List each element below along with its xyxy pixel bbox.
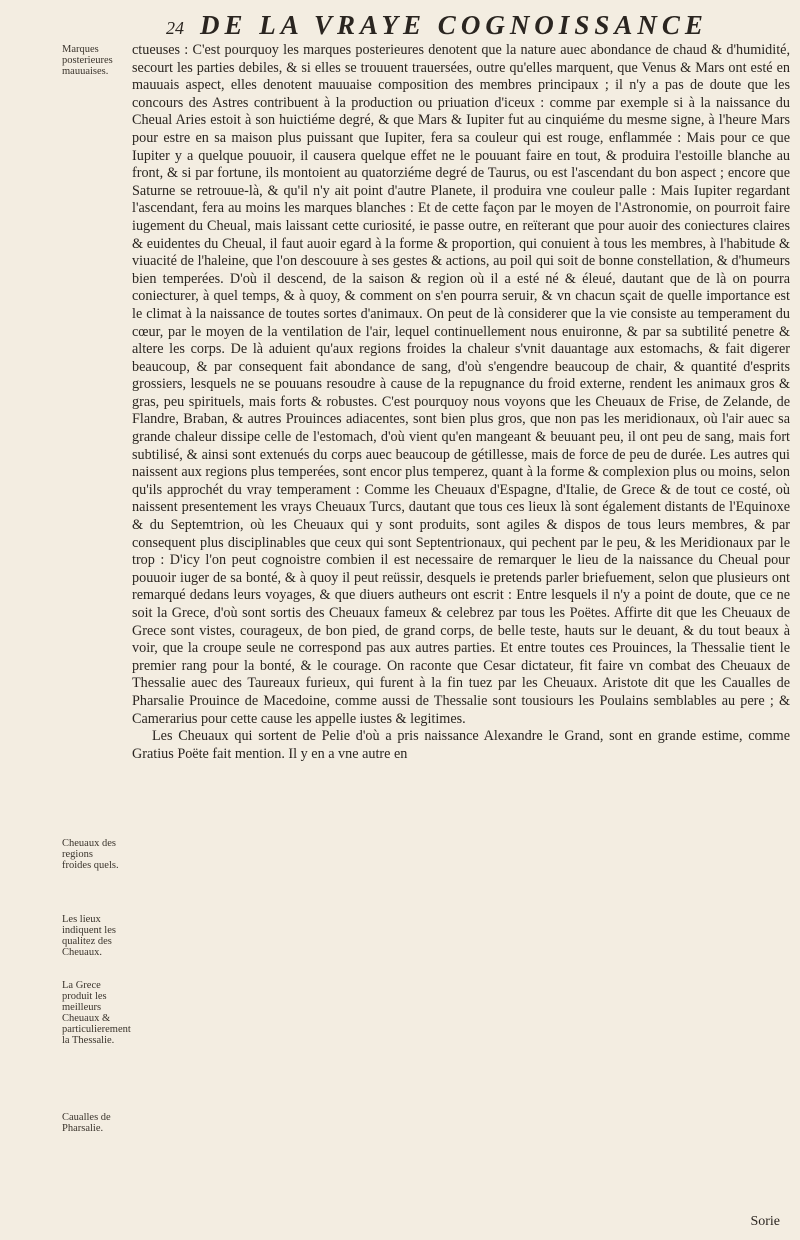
- margin-note: Cheuaux des regions froides quels.: [62, 838, 119, 871]
- margin-note: Les lieux indiquent les qualitez des Cheuaux.: [62, 914, 116, 958]
- paragraph: Les Cheuaux qui sortent de Pelie d'où a pris naissance Alexandre le Grand, sont en grande estime, comme Gratius Poëte fait mention. Il y en a vne autre en: [132, 728, 790, 762]
- page-header: [166, 10, 786, 41]
- margin-note: La Grece produit les meilleurs Cheuaux & particulierement la Thessalie.: [62, 980, 131, 1046]
- catchword: Sorie: [750, 1214, 780, 1229]
- body-text: [132, 42, 790, 763]
- page-number: 24: [166, 18, 184, 38]
- margin-note: Marques posterieures mauuaises.: [62, 44, 113, 77]
- margin-note: Caualles de Pharsalie.: [62, 1112, 111, 1134]
- paragraph: ctueuses : C'est pourquoy les marques posterieures denotent que la nature auec abondance de chaud & d'humidité, secourt les parties debiles, & si elles se trouuent trauersées, outre qu'elles marquent, que Venus & Mars ont esté en mauuais aspect, elles denotent mauuaise composition des membres principaux ; il n'y a pas de doute que les concours des Astres contribuent à la production ou priuation d'iceux : comme par exemple si à la naissance du Cheual Aries estoit à son huictiéme degré, & que Mars & Iupiter fut au cinquiéme du mesme signe, à l'heure Mars pour estre en sa maison plus puissant que Iupiter, fera sa couleur qui est rouge, enflammée : Mais pour ce que Iupiter y a quelque pouuoir, il causera quelque effet ne le pouuant faire en tout, & produira l'estoille blanche au front, & si par fortune, ils montoient au quatorziéme degré de Taurus, ou est l'ascendant du bon aspect ; encore que Saturne se retrouue-là, & qu'il n'y ait point d'autre Planete, il produira vne couleur palle : Mais Iupiter regardant l'ascendant, fera au moins les marques blanches : Et de cette façon par le moyen de l'Astronomie, on pourroit faire iugement du Cheual, mais laissant cette curiosité, ie passe outre, en reïterant que pour auoir des coniectures claires & euidentes du Cheual, il faut auoir egard à la forme & proportion, qui conuient à tous les membres, à l'habitude & viuacité de l'haleine, que l'on descouure à ses gestes & actions, au poil qui soit de bonne constellation, & d'humeurs bien temperées. D'où il descend, de la saison & region où il a esté né & éleué, dautant que de là on pourra coniecturer, à quel temps, & à quoy, & comment on s'en pourra seruir, & vn chacun sçait de quelle importance est le climat à la naissance de toutes sortes d'animaux. On peut de là considerer que la vie consiste au temperament du cœur, par le moyen de la ventilation de l'air, lequel continuellement nous enuironne, & par sa subtilité penetre & altere les corps. De là aduient qu'aux regions froides la chaleur s'vnit dauantage aux estomachs, & fait digerer beaucoup, & par consequent fait abondance de sang, d'où s'engendre beaucoup de chair, & quantité d'esprits grossiers, lesquels ne se pouuans resoudre à cause de la repugnance du froid externe, rendent les animaux gros & gras, peu spirituels, mais forts & robustes. C'est pourquoy nous voyons que les Cheuaux de Frise, de Zelande, de Flandre, Braban, & autres Prouinces adiacentes, sont bien plus gros, que non pas les meridionaux, où l'air auec sa grande chaleur dissipe celle de l'estomach, d'où vient qu'en mangeant & beuuant peu, il ont peu de sang, mais fort subtilisé, & ainsi sont extenués du corps auec beaucoup de gétillesse, mais de force de peu de durée. Les autres qui naissent aux regions plus temperées, sont encor plus temperez, quant à la forme & complexion plus ou moins, selon qu'ils approchét du vray temperament : Comme les Cheuaux d'Espagne, d'Italie, de Grece & de tout ce costé, où naissent presentement les vrays Cheuaux Turcs, dautant que tous ces lieux là sont également distants de l'Equinoxe & du Septemtrion, où les Cheuaux qui y sont produits, sont agiles & dispos de tous leurs membres, & par consequent plus disciplinables que ceux qui sont Septentrionaux, qui pechent par le peu, & les Meridionaux par le trop : D'icy l'on peut cognoistre combien il est necessaire de remarquer le lieu de la naissance du Cheual pour pouuoir iuger de sa bonté, & à quoy il peut reüssir, desquels ie pretends parler briefuement, selon que plusieurs ont remarqué dedans leurs voyages, & que diuers autheurs ont escrit : Entre lesquels il n'y a point de doute, que ce ne soit la Grece, d'où sont sortis des Cheuaux fameux & celebrez par tous les Poëtes. Affirte dit que les Cheuaux de Grece sont vistes, courageux, de bon pied, de grand corps, de belle teste, hauts sur le deuant, & du tout beaux à voir, que la croupe seule ne correspond pas aux autres parties. Et entre toutes ces Prouinces, la Thessalie tient le premier rang pour la bonté, & le courage. On raconte que Cesar dictateur, fit faire vn combat des Cheuaux de Thessalie auec des Taureaux furieux, qui furent à la fin tuez par les Cheuaux. Aristote dit que les Caualles de Pharsalie Prouince de Macedoine, comme aussi de Thessalie sont tousiours les Poulains semblables au pere ; & Camerarius pour cette cause les appelle iustes & legitimes.: [132, 42, 790, 727]
- running-title: DE LA VRAYE COGNOISSANCE: [200, 10, 708, 40]
